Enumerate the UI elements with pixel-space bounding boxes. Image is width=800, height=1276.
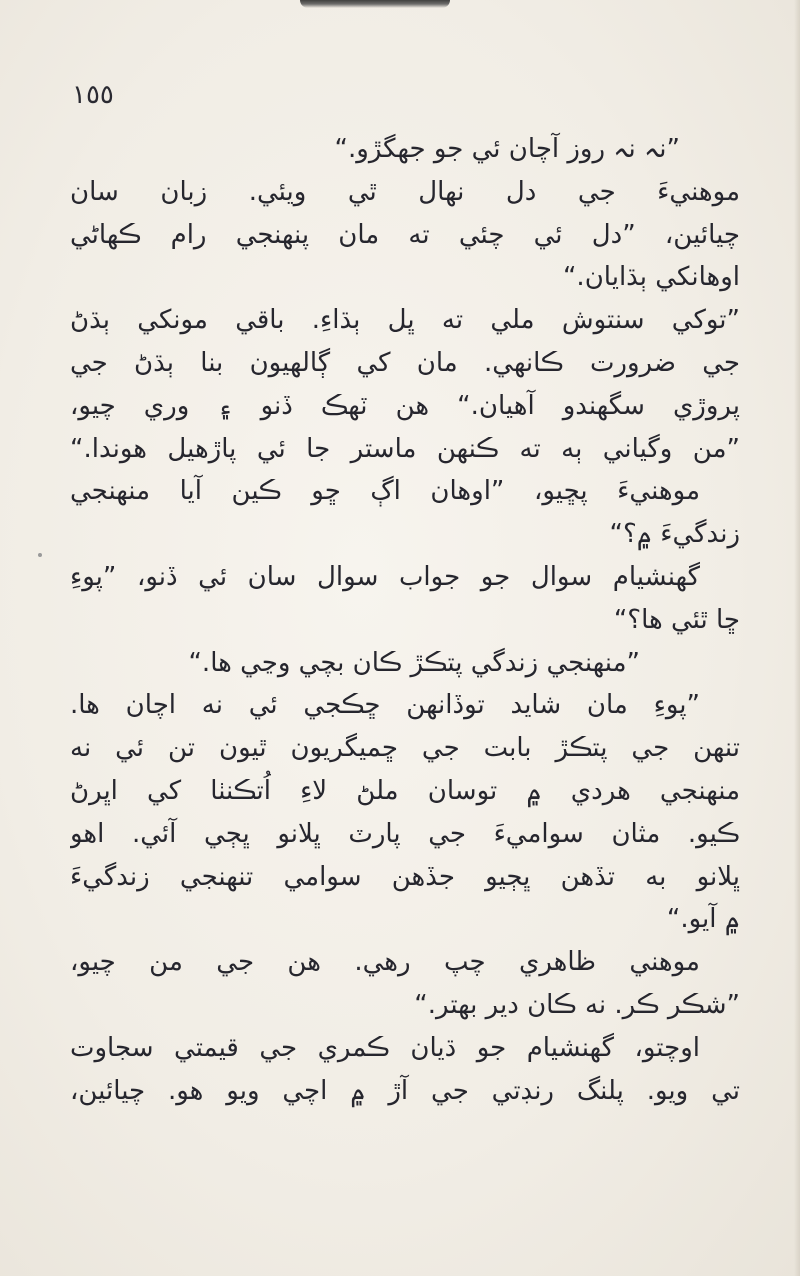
text-line: گهنشيام سوال جو جواب سوال سان ئي ڏنو، ”پوءِ: [70, 561, 700, 592]
scan-shadow: [300, 0, 450, 8]
ink-speck: [38, 553, 42, 557]
text-line: تي ويو. پلنگ رنڊتي جي آڙ ۾ اچي ويو هو. چيائين،: [70, 1075, 740, 1106]
text-line: ڇا ٿئي ها؟“: [613, 604, 740, 635]
text-line: ”شڪر ڪر. نه ڪان دير بهتر.“: [414, 989, 740, 1020]
page-number: ١٥٥: [72, 80, 114, 110]
text-line: موهني ظاهري چپ رهي. هن جي من چيو،: [70, 947, 700, 978]
text-line: ۾ آيو.“: [666, 904, 740, 935]
text-line: جي ضرورت ڪانهي. مان کي ڳالهيون بنا ٻڌڻ جي: [70, 347, 740, 378]
text-line: اوهانکي ٻڌايان.“: [562, 262, 740, 293]
text-line: موهنيءَ جي دل نهال ٿي ويئي. زبان سان: [70, 176, 740, 207]
text-line: ڪيو. مثان سواميءَ جي پارٽ ڀلانو ڀڄي آئي. اهو: [70, 818, 740, 849]
page-edge: [794, 0, 800, 1276]
text-line: ڀلانو به تڏهن ڀڄيو جڏهن سوامي تنهنجي زندگيءَ: [70, 861, 740, 892]
text-line: ”منهنجي زندگي پتڪڙ ڪان بچي وڃي ها.“: [188, 647, 640, 678]
body-text: [70, 128, 740, 1112]
text-line: زندگيءَ ۾؟“: [609, 519, 740, 550]
text-line: ”نہ نہ روز آچان ئي جو جهگڙو.“: [334, 134, 680, 164]
text-line: ”پوءِ مان شايد توڏانهن ڇڪجي ئي نه اچان ها.: [70, 690, 700, 721]
text-line: منهنجي هردي ۾ توسان ملڻ لاءِ اُتڪنٺا کي اڀرڻ: [70, 775, 740, 806]
text-line: تنهن جي پتڪڙ بابت جي ڇميگريون ٿيون تن ئي نه: [70, 733, 740, 764]
text-line: ”توکي سنتوش ملي ته ڀل ٻڌاءِ. باقي مونکي ٻڌڻ: [70, 305, 740, 336]
text-line: ”من وگياني ٻه ته ڪنهن ماستر جا ئي پاڙهيل هوندا.“: [70, 433, 740, 464]
text-line: موهنيءَ پڇيو، ”اوهان اڳ ڇو ڪين آيا منهنجي: [70, 476, 700, 507]
text-line: اوچتو، گهنشيام جو ڌيان ڪمري جي قيمتي سجاوت: [70, 1032, 700, 1063]
text-line: چيائين، ”دل ئي چئي ته مان پنهنجي رام ڪهاڻي: [70, 219, 740, 250]
text-line: پروڙي سگهندو آهيان.“ هن ٽهڪ ڏنو ۽ وري چيو،: [70, 390, 740, 421]
